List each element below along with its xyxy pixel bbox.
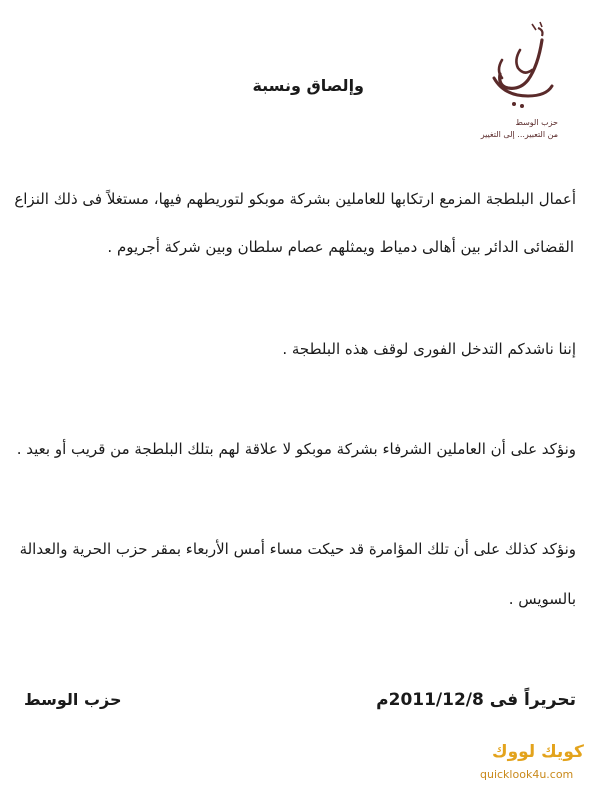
body-line-6: بالسويس .: [508, 590, 576, 608]
body-line-4: ونؤكد على أن العاملين الشرفاء بشركة موبكو لا علاقة لهم بتلك البلطجة من قريب أو بعيد .: [16, 440, 576, 458]
body-line-2: القضائى الدائر بين أهالى دمياط ويمثلهم عصام سلطان وبين شركة أجريوم .: [107, 238, 574, 256]
party-logo: [468, 18, 578, 148]
body-line-5: ونؤكد كذلك على أن تلك المؤامرة قد حيكت مساء أمس الأربعاء بمقر حزب الحرية والعدالة: [19, 540, 576, 558]
al-wasat-logo-mark-icon: [480, 20, 560, 115]
body-line-3: إننا ناشدكم التدخل الفورى لوقف هذه البلطجة .: [282, 340, 576, 358]
issue-date: تحريراً فى 2011/12/8م: [376, 690, 576, 710]
watermark-site-name: كويك لووك: [492, 742, 584, 762]
signature-party-name: حزب الوسط: [24, 690, 122, 709]
page-title: وإلصاق ونسبة: [252, 76, 364, 95]
logo-caption-slogan: من التعبير... إلى التغيير: [480, 130, 558, 139]
body-line-1: أعمال البلطجة المزمع ارتكابها للعاملين بشركة موبكو لتوريطهم فيها، مستغلاً فى ذلك النزاع: [14, 190, 576, 208]
logo-caption-party: حزب الوسط: [515, 118, 558, 127]
watermark-url: quicklook4u.com: [480, 768, 574, 781]
site-watermark: [478, 742, 594, 792]
